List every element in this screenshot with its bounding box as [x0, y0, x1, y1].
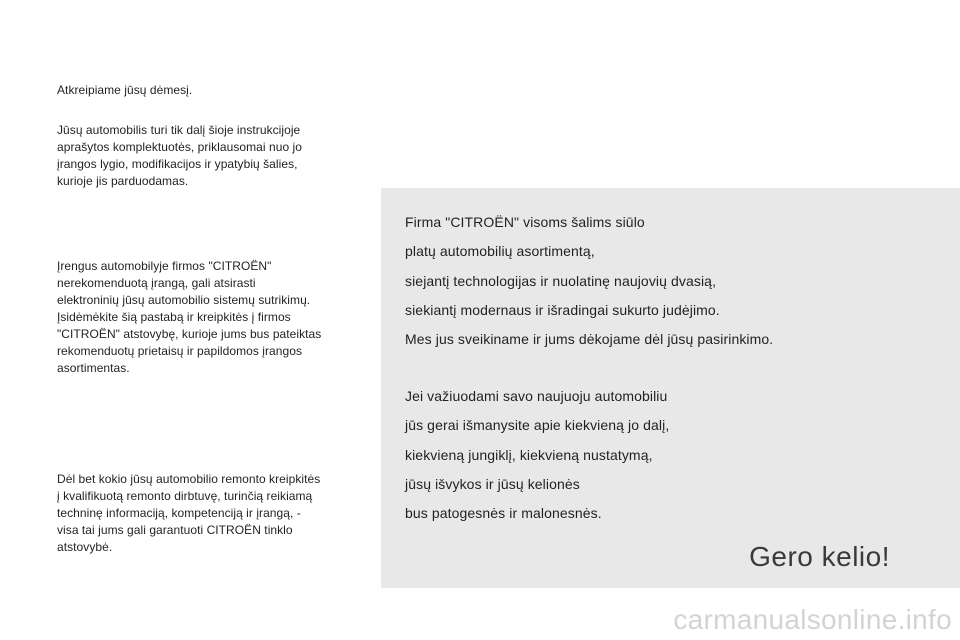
notice-line: kurioje jis parduodamas. [57, 174, 189, 188]
repair-line: techninę informaciją, kompetenciją ir įrangą, - [57, 506, 301, 520]
welcome-line: siejantį technologijas ir nuolatinę naujovių dvasią, [405, 272, 717, 289]
repair-line: Dėl bet kokio jūsų automobilio remonto kreipkitės [57, 472, 321, 486]
warning-line: "CITROËN" atstovybę, kurioje jums bus pateiktas [57, 327, 322, 341]
repair-line: į kvalifikuotą remonto dirbtuvę, turinčią reikiamą [57, 489, 313, 503]
closing-greeting: Gero kelio! [749, 541, 890, 572]
driving-paragraph [405, 382, 669, 528]
repair-line: visa tai jums gali garantuoti CITROËN tinklo [57, 523, 293, 537]
welcome-line: siekiantį modernaus ir išradingai sukurto judėjimo. [405, 301, 720, 318]
site-watermark: carmanualsonline.info [673, 604, 952, 635]
intro-line: Atkreipiame jūsų dėmesį. [57, 83, 193, 97]
warning-line: rekomenduotų prietaisų ir papildomos įrangos [57, 344, 303, 358]
welcome-line: Firma "CITROËN" visoms šalims siūlo [405, 214, 645, 230]
driving-line: jūsų išvykos ir jūsų kelionės [405, 475, 580, 492]
notice-line: įrangos lygio, modifikacijos ir ypatybių šalies, [57, 157, 298, 171]
welcome-panel [381, 188, 960, 588]
notice-line: aprašytos komplektuotės, priklausomai nuo jo [57, 140, 302, 154]
firm-welcome-paragraph [405, 208, 773, 354]
warning-line: elektroninių jūsų automobilio sistemų sutrikimų. [57, 293, 311, 307]
driving-line: kiekvieną jungiklį, kiekvieną nustatymą, [405, 446, 653, 463]
warning-line: Įsidėmėkite šią pastabą ir kreipkitės į firmos [57, 310, 291, 324]
notice-line: Jūsų automobilis turi tik dalį šioje instrukcijoje [57, 123, 301, 137]
repair-advice-paragraph [57, 471, 357, 556]
equipment-notice-paragraph [57, 122, 357, 190]
welcome-line: platų automobilių asortimentą, [405, 243, 595, 260]
non-recommended-equipment-warning [57, 258, 357, 377]
driving-line: bus patogesnės ir malonesnės. [405, 505, 602, 522]
intro-paragraph [57, 82, 357, 99]
welcome-line: Mes jus sveikiname ir jums dėkojame dėl jūsų pasirinkimo. [405, 331, 774, 348]
driving-line: Jei važiuodami savo naujuoju automobiliu [405, 388, 668, 404]
repair-line: atstovybė. [57, 540, 113, 554]
warning-line: nerekomenduotą įrangą, gali atsirasti [57, 276, 256, 290]
driving-line: jūs gerai išmanysite apie kiekvieną jo dalį, [405, 417, 670, 434]
warning-line: Įrengus automobilyje firmos "CITROËN" [57, 259, 272, 273]
warning-line: asortimentas. [57, 361, 130, 375]
